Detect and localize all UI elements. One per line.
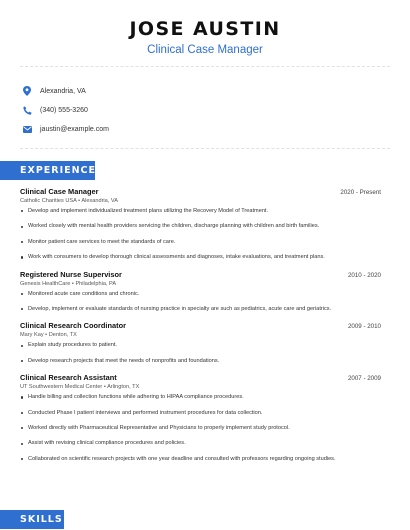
job-bullet: Worked closely with mental health providers servicing the children, discharge planning with children and birth families. bbox=[20, 223, 381, 230]
job-location: Arlington, TX bbox=[107, 384, 140, 391]
resume-header bbox=[0, 0, 410, 57]
job-title: Clinical Research Assistant bbox=[20, 373, 117, 383]
contact-list bbox=[22, 82, 109, 140]
job-bullet: Work with consumers to develop thorough clinical assessments and diagnoses, intake evaluations, and treatment plans. bbox=[20, 254, 381, 261]
job-bullets bbox=[20, 208, 381, 261]
job-bullet: Explain study procedures to patient. bbox=[20, 342, 381, 349]
job-location: Philadelphia, PA bbox=[75, 280, 117, 287]
candidate-name: JOSE AUSTIN bbox=[129, 18, 281, 40]
job-bullet: Worked directly with Pharmaceutical Representative and Physicians to properly implement study protocol. bbox=[20, 425, 381, 432]
job-title: Clinical Research Coordinator bbox=[20, 321, 126, 331]
job-company: Mary Kay bbox=[20, 332, 44, 339]
job-bullet: Conducted Phase I patient interviews and performed instrument procedures for data collection. bbox=[20, 410, 381, 417]
job-employer: UT Southwestern Medical Center • Arlington, TX bbox=[20, 384, 140, 391]
job-entry bbox=[20, 321, 381, 364]
job-entry bbox=[20, 373, 381, 463]
job-bullets bbox=[20, 291, 381, 313]
job-bullets bbox=[20, 342, 381, 364]
job-location: Denton, TX bbox=[48, 332, 77, 339]
job-bullet: Develop, implement or evaluate standards of nursing practice in specialty are such as pediatrics, acute care and geriatrics. bbox=[20, 306, 381, 313]
contact-email-text: jaustin@example.com bbox=[40, 126, 109, 134]
job-company: Catholic Charities USA bbox=[20, 198, 77, 204]
job-employer: Mary Kay • Denton, TX bbox=[20, 332, 77, 339]
experience-section-title: EXPERIENCE bbox=[0, 161, 95, 180]
job-bullet: Handle billing and collection functions while adhering to HIPAA compliance procedures. bbox=[20, 394, 381, 401]
job-title: Registered Nurse Supervisor bbox=[20, 269, 122, 279]
contact-location-text: Alexandria, VA bbox=[40, 87, 86, 95]
experience-list bbox=[20, 187, 381, 471]
job-dates: 2010 - 2020 bbox=[347, 271, 381, 279]
contact-phone-text: (340) 555-3260 bbox=[40, 106, 88, 114]
job-bullet: Collaborated on scientific research projects with one year deadline and consulted with professors regarding ongoing studies. bbox=[20, 456, 381, 463]
job-entry bbox=[20, 187, 381, 261]
candidate-role: Clinical Case Manager bbox=[147, 44, 263, 56]
contact-phone bbox=[22, 101, 109, 119]
location-pin-icon bbox=[22, 86, 32, 96]
job-company: Genesis HealthCare bbox=[20, 280, 71, 287]
job-company: UT Southwestern Medical Center bbox=[20, 384, 103, 391]
job-dates: 2009 - 2010 bbox=[347, 323, 381, 331]
skills-section-title: SKILLS bbox=[0, 510, 64, 529]
job-dates: 2020 - Present bbox=[340, 189, 381, 196]
job-entry bbox=[20, 270, 381, 313]
contact-location bbox=[22, 82, 109, 100]
job-bullets bbox=[20, 394, 381, 463]
job-location: Alexandria, VA bbox=[81, 198, 118, 204]
job-employer: Genesis HealthCare • Philadelphia, PA bbox=[20, 280, 117, 287]
phone-icon bbox=[22, 105, 32, 115]
job-employer: Catholic Charities USA • Alexandria, VA bbox=[20, 198, 118, 204]
job-bullet: Assist with revising clinical compliance procedures and policies. bbox=[20, 440, 381, 447]
divider bbox=[20, 148, 390, 149]
contact-email bbox=[22, 121, 109, 139]
job-bullet: Develop research projects that meet the needs of nonprofits and foundations. bbox=[20, 358, 381, 365]
job-dates: 2007 - 2009 bbox=[347, 375, 381, 383]
email-icon bbox=[22, 125, 32, 135]
job-bullet: Monitored acute care conditions and chronic. bbox=[20, 291, 381, 298]
divider bbox=[20, 66, 390, 67]
job-bullet: Monitor patient care services to meet the standards of care. bbox=[20, 239, 381, 246]
job-title: Clinical Case Manager bbox=[20, 187, 99, 196]
job-bullet: Develop and implement individualized treatment plans utilizing the Recovery Model of Treatment. bbox=[20, 208, 381, 215]
